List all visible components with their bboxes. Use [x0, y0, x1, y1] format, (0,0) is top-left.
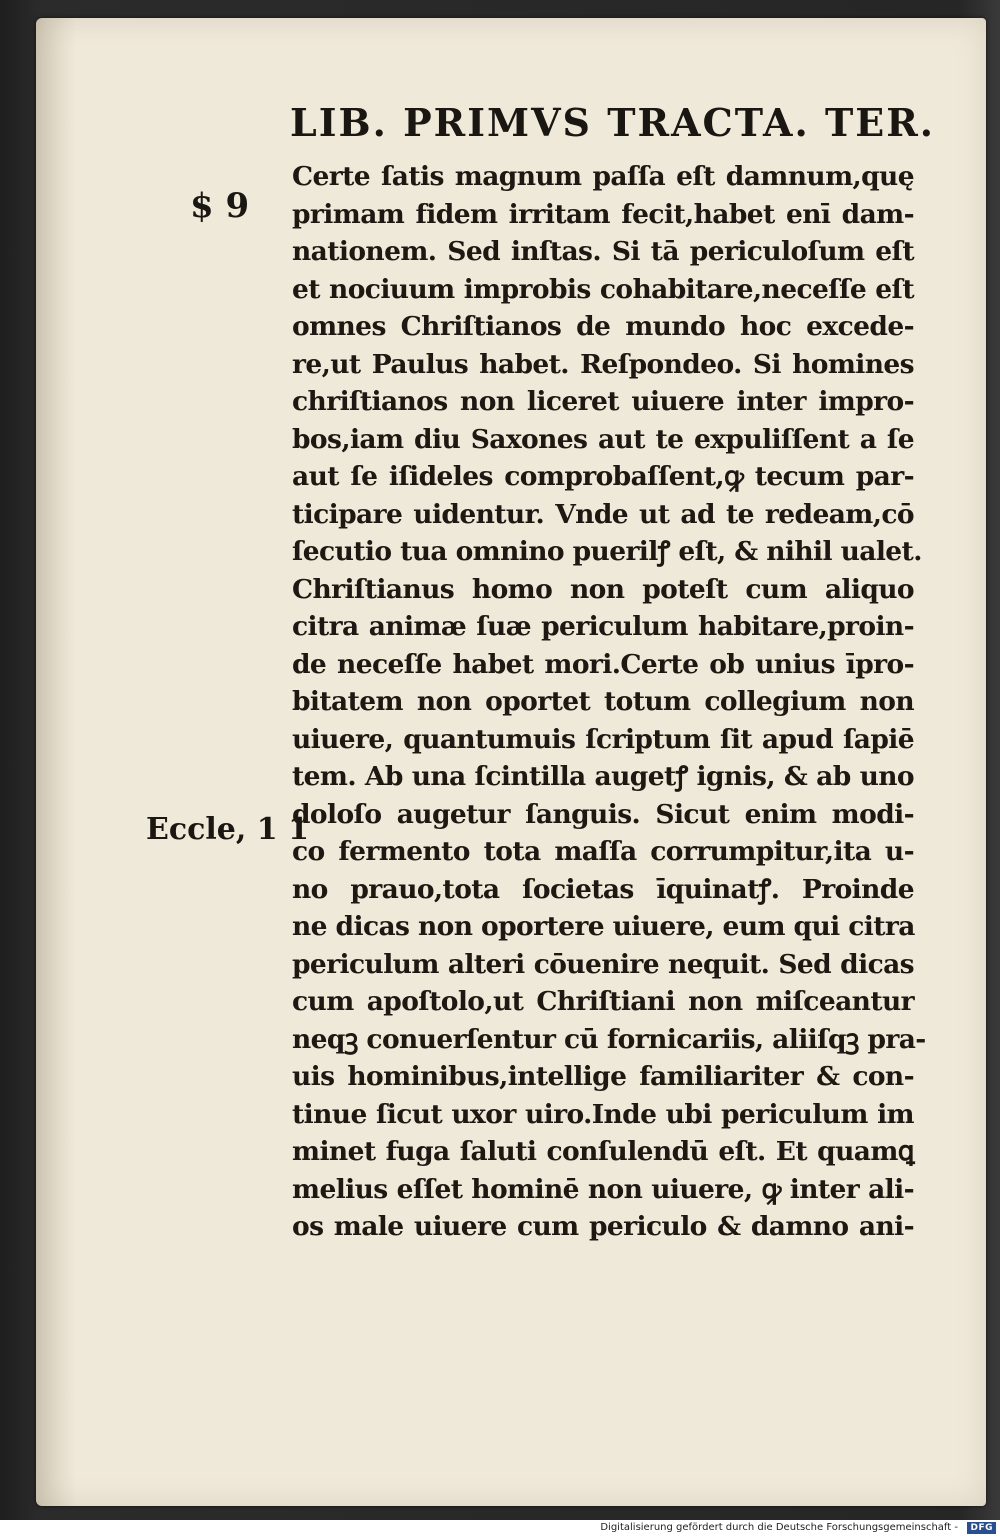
dfg-logo: DFG [967, 1522, 996, 1534]
text-line: primam fidem irritam fecit,habet enī dam- [292, 198, 914, 230]
text-line: ticipare uidentur. Vnde ut ad te redeam,cō [292, 498, 914, 530]
text-line: tem. Ab una ſcintilla augetꝭ ignis, & ab uno [292, 761, 914, 792]
text-line: uiuere, quantumuis ſcriptum ſit apud ſapiē [292, 723, 914, 755]
text-line: ſecutio tua omnino puerilꝭ eſt, & nihil ualet. [292, 536, 922, 567]
text-line: cum apoſtolo,ut Chriſtiani non miſceantur [292, 986, 914, 1017]
text-line: nationem. Sed inſtas. Si tā periculoſum eſt [292, 236, 914, 267]
text-line: os male uiuere cum periculo & damno ani- [292, 1211, 914, 1242]
text-line: Chriſtianus homo non poteſt cum aliquo [292, 573, 914, 605]
text-line: co fermento tota maſſa corrumpitur,ita u- [292, 836, 914, 867]
text-line: ne dicas non oportere uiuere, eum qui citra [292, 911, 915, 942]
marginal-reference: Eccle, 1 1 [146, 812, 309, 847]
text-line: doloſo augetur ſanguis. Sicut enim modi- [292, 798, 914, 830]
text-line: no prauo,tota ſocietas īquinatꝭ. Proinde [292, 873, 914, 905]
running-head: LIB. PRIMVS TRACTA. TER. [290, 100, 935, 145]
text-line: omnes Chriſtianos de mundo hoc excede- [292, 311, 914, 342]
text-line: melius eſſet hominē non uiuere, ꝙ inter ali- [292, 1173, 914, 1205]
text-line: uis hominibus,intellige familiariter & con- [292, 1061, 914, 1092]
text-line: chriſtianos non liceret uiuere inter impro- [292, 386, 914, 417]
text-line: minet fuga ſaluti conſulendū eſt. Et quamꝗ [292, 1136, 914, 1167]
text-line: re,ut Paulus habet. Reſpondeo. Si homines [292, 348, 914, 380]
text-line: Certe ſatis magnum paſſa eſt damnum,quę [292, 161, 914, 192]
text-line: periculum alteri cōuenire nequit. Sed dicas [292, 948, 914, 980]
text-line: de neceſſe habet mori.Certe ob unius īpro- [292, 648, 914, 680]
text-block [292, 158, 926, 1246]
text-line: et nociuum improbis cohabitare,neceſſe eſt [292, 273, 914, 305]
text-line: bitatem non oportet totum collegium non [292, 686, 914, 717]
text-line: neqꝫ conuerſentur cū fornicariis, aliiſqꝫ pra- [292, 1023, 926, 1055]
text-line: citra animæ ſuæ periculum habitare,proin- [292, 611, 914, 642]
text-line: bos,iam diu Saxones aut te expuliſſent a ſe [292, 423, 914, 455]
footer-credit: Digitalisierung gefördert durch die Deutsche Forschungsgemeinschaft - [600, 1522, 958, 1533]
text-line: tinue ſicut uxor uiro.Inde ubi periculum im [292, 1098, 914, 1130]
marginal-section-mark: $ 9 [190, 186, 250, 226]
text-line: aut ſe iſideles comprobaſſent,ꝙ tecum par- [292, 461, 914, 492]
